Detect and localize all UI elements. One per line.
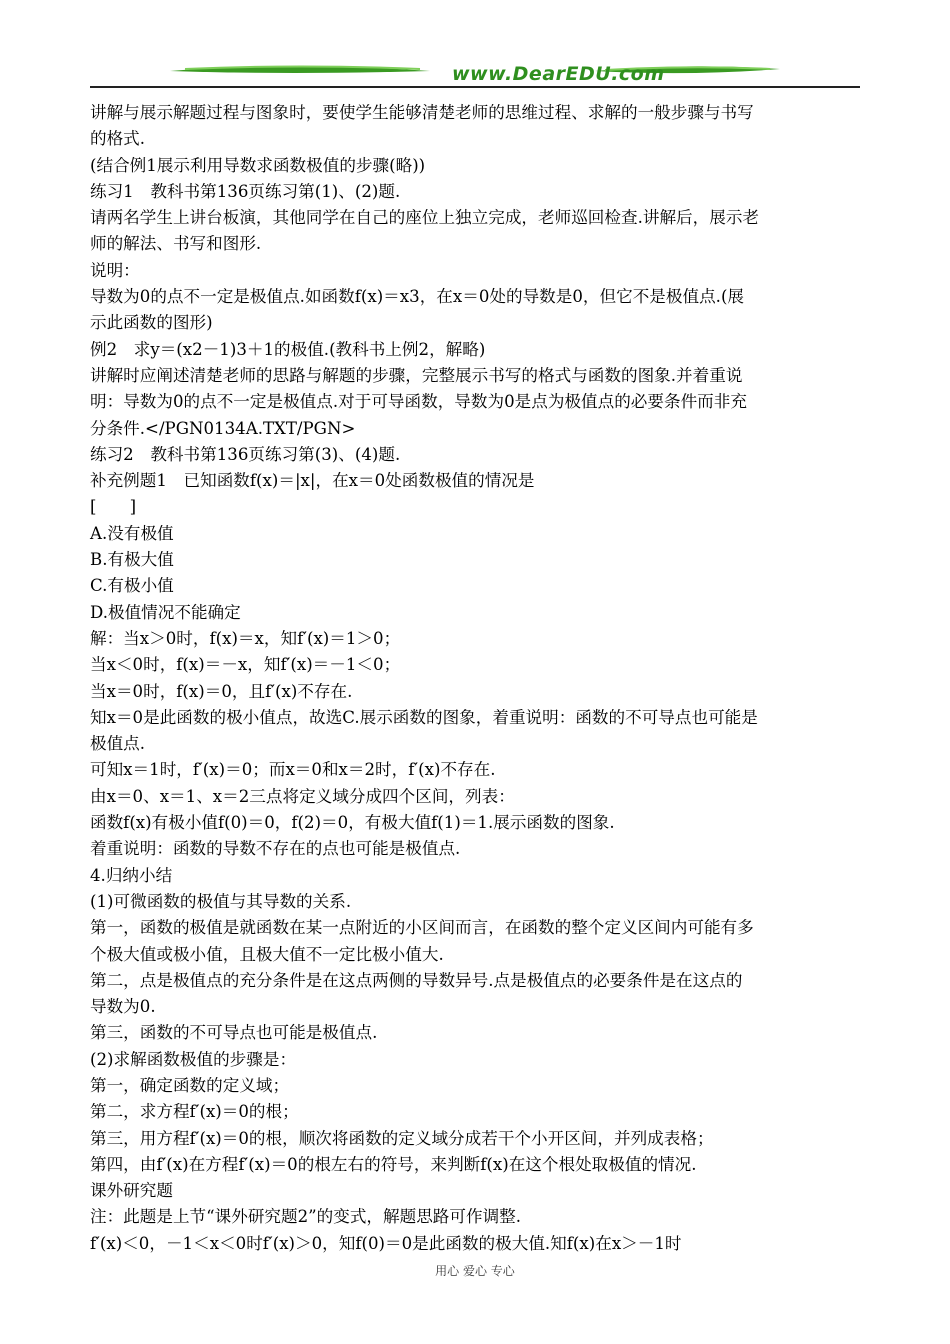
text-line: 当x＜0时，f(x)＝－x，知f′(x)＝－1＜0； bbox=[90, 655, 401, 675]
text-line: 的格式. bbox=[90, 129, 146, 149]
text-line: 示此函数的图形) bbox=[90, 313, 213, 333]
text-line: 第四，由f′(x)在方程f′(x)＝0的根左右的符号，来判断f(x)在这个根处取极值的情况. bbox=[90, 1154, 697, 1174]
text-line: 明：导数为0的点不一定是极值点.对于可导函数，导数为0是点为极值点的必要条件而非充 bbox=[90, 392, 747, 412]
header-divider bbox=[90, 86, 860, 88]
text-line: (2)求解函数极值的步骤是： bbox=[90, 1049, 297, 1069]
text-line: 导数为0的点不一定是极值点.如函数f(x)＝x3，在x＝0处的导数是0，但它不是极值点.(展 bbox=[90, 287, 745, 307]
text-line: 注：此题是上节“课外研究题2”的变式，解题思路可作调整. bbox=[90, 1207, 522, 1227]
text-line: 解：当x＞0时，f(x)＝x，知f′(x)＝1＞0； bbox=[90, 628, 401, 648]
text-line: 讲解与展示解题过程与图象时，要使学生能够清楚老师的思维过程、求解的一般步骤与书写 bbox=[90, 103, 754, 122]
text-line: 第一，确定函数的定义域； bbox=[90, 1075, 290, 1095]
text-line: 由x＝0、x＝1、x＝2三点将定义域分成四个区间，列表： bbox=[90, 786, 515, 806]
text-line: 个极大值或极小值，且极大值不一定比极小值大. bbox=[90, 944, 444, 964]
text-line: 第一，函数的极值是就函数在某一点附近的小区间而言，在函数的整个定义区间内可能有多 bbox=[90, 918, 754, 938]
text-line: f′(x)＜0，－1＜x＜0时f′(x)＞0，知f(0)＝0是此函数的极大值.知f(x)在x＞－1时 bbox=[90, 1233, 682, 1253]
text-line: 第三，函数的不可导点也可能是极值点. bbox=[90, 1023, 378, 1043]
text-line: C.有极小值 bbox=[90, 576, 174, 596]
text-line: 练习1 教科书第136页练习第(1)、(2)题. bbox=[90, 181, 401, 201]
text-line: 4.归纳小结 bbox=[90, 865, 173, 885]
text-line: 极值点. bbox=[90, 734, 146, 754]
text-line: 导数为0. bbox=[90, 997, 156, 1017]
text-line: 知x＝0是此函数的极小值点，故选C.展示函数的图象，着重说明：函数的不可导点也可能是 bbox=[90, 707, 758, 727]
text-line: (结合例1展示利用导数求函数极值的步骤(略)) bbox=[90, 155, 426, 175]
text-line: D.极值情况不能确定 bbox=[90, 602, 241, 622]
text-line: 可知x＝1时，f′(x)＝0；而x＝0和x＝2时，f′(x)不存在. bbox=[90, 760, 496, 780]
text-line: 师的解法、书写和图形. bbox=[90, 234, 262, 254]
text-line: [ ] bbox=[90, 497, 137, 517]
text-line: 第二，点是极值点的充分条件是在这点两侧的导数异号.点是极值点的必要条件是在这点的 bbox=[90, 970, 743, 990]
site-logo-text[interactable]: www.DearEDU.com bbox=[452, 63, 665, 85]
text-line: B.有极大值 bbox=[90, 550, 174, 570]
text-line: 请两名学生上讲台板演，其他同学在自己的座位上独立完成，老师巡回检查.讲解后，展示老 bbox=[90, 208, 760, 228]
text-line: 讲解时应阐述清楚老师的思路与解题的步骤，完整展示书写的格式与函数的图象.并着重说 bbox=[90, 365, 743, 385]
site-header bbox=[90, 55, 860, 91]
text-line: 着重说明：函数的导数不存在的点也可能是极值点. bbox=[90, 839, 461, 859]
text-line: A.没有极值 bbox=[90, 523, 174, 543]
text-line: 练习2 教科书第136页练习第(3)、(4)题. bbox=[90, 444, 401, 464]
text-line: 第二，求方程f′(x)＝0的根； bbox=[90, 1102, 299, 1122]
text-line: 当x＝0时，f(x)＝0，且f′(x)不存在. bbox=[90, 681, 353, 701]
page-footer: 用心 爱心 专心 bbox=[435, 1264, 515, 1278]
text-line: (1)可微函数的极值与其导数的关系. bbox=[90, 891, 352, 911]
text-line: 分条件.</PGN0134A.TXT/PGN> bbox=[90, 418, 356, 438]
text-line: 课外研究题 bbox=[90, 1181, 173, 1201]
text-line: 补充例题1 已知函数f(x)＝|x|，在x＝0处函数极值的情况是 bbox=[90, 471, 535, 491]
text-line: 函数f(x)有极小值f(0)＝0，f(2)＝0，有极大值f(1)＝1.展示函数的图象. bbox=[90, 813, 615, 833]
text-line: 第三，用方程f′(x)＝0的根，顺次将函数的定义域分成若干个小开区间，并列成表格； bbox=[90, 1128, 714, 1148]
document-body bbox=[90, 100, 865, 1257]
text-line: 例2 求y＝(x2－1)3＋1的极值.(教科书上例2，解略) bbox=[90, 339, 486, 359]
text-line: 说明： bbox=[90, 260, 140, 280]
